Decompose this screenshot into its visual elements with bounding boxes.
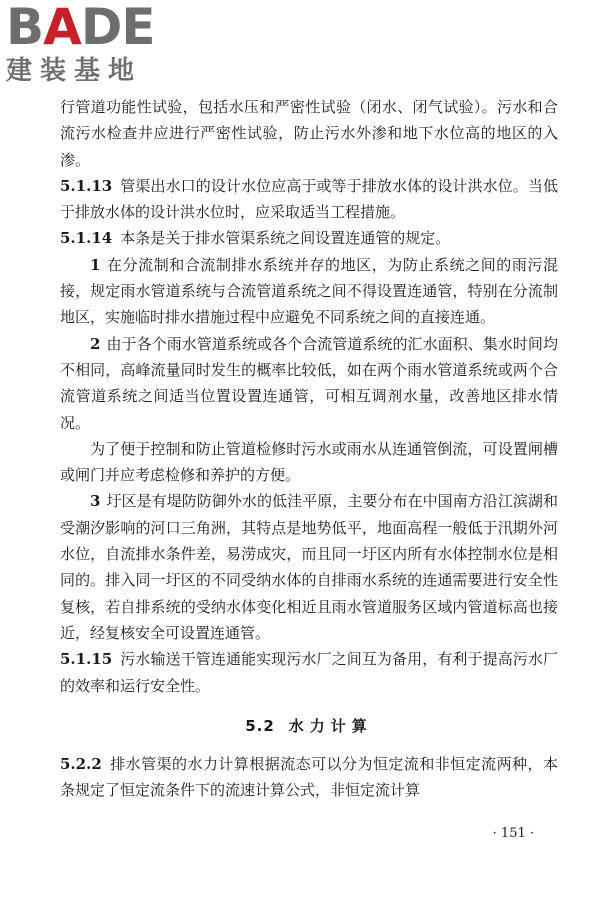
list-item-2-note xyxy=(60,436,558,489)
item-text: 在分流制和合流制排水系统并存的地区，为防止系统之间的雨污混接，规定雨水管道系统与合流管道系统之间不得设置连通管，特别在分流制地区，实施临时排水措施过程中应避免不同系统之间的直接连通。 xyxy=(60,255,558,327)
clause-number: 5.1.15 xyxy=(60,650,113,669)
clause-5-2-2 xyxy=(60,751,558,804)
item-text: 为了便于控制和防止管道检修时污水或雨水从连通管倒流，可设置闸槽或闸门并应考虑检修和养护的方便。 xyxy=(60,439,558,485)
logo-letter-b: B xyxy=(6,0,44,56)
item-number: 3 xyxy=(90,492,101,511)
clause-5-1-13 xyxy=(60,173,558,226)
item-number: 2 xyxy=(90,334,101,353)
clause-text: 污水输送干管连通能实现污水厂之间互为备用，有利于提高污水厂的效率和运行安全性。 xyxy=(60,650,558,695)
clause-text: 本条是关于排水管渠系统之间设置连通管的规定。 xyxy=(120,229,451,248)
clause-text: 管渠出水口的设计水位应高于或等于排放水体的设计洪水位。当低于排放水体的设计洪水位时，应采取适当工程措施。 xyxy=(60,176,558,222)
list-item-2 xyxy=(60,331,558,436)
page-body xyxy=(60,94,558,803)
section-number: 5.2 xyxy=(245,716,275,735)
clause-text: 排水管渠的水力计算根据流态可以分为恒定流和非恒定流两种，本条规定了恒定流条件下的流速计算公式，非恒定流计算 xyxy=(60,754,558,800)
clause-number: 5.1.14 xyxy=(60,229,113,248)
list-item-3 xyxy=(60,488,558,646)
logo-wordmark xyxy=(6,0,176,56)
list-item-1 xyxy=(60,252,558,331)
item-text: 由于各个雨水管道系统或各个合流管道系统的汇水面积、集水时间均不相同，高峰流量同时发生的概率比较低，如在两个雨水管道系统或两个合流管道系统之间适当位置设置连通管，可相互调剂水量，改善地区排水情况。 xyxy=(60,334,558,432)
item-text: 圩区是有堤防防御外水的低洼平原，主要分布在中国南方沿江滨湖和受潮汐影响的河口三角洲，其特点是地势低平，地面高程一般低于汛期外河水位，自流排水条件差，易涝成灾，而且同一圩区内所有水体控制水位是相同的。排入同一圩区的不同受纳水体的自排雨水系统的连通需要进行安全性复核，若自排系统的受纳水体变化相近且雨水管道服务区域内管道标高也接近，经复核安全可设置连通管。 xyxy=(60,492,558,642)
paragraph-continued xyxy=(60,94,558,173)
logo-subtitle: 建装基地 xyxy=(6,56,143,86)
clause-number: 5.2.2 xyxy=(60,754,102,773)
clause-number: 5.1.13 xyxy=(60,176,113,195)
logo-letter-a: A xyxy=(43,0,81,56)
bade-logo xyxy=(6,2,176,88)
item-number: 1 xyxy=(90,255,101,274)
clause-5-1-15 xyxy=(60,646,558,699)
page-number: · 151 · xyxy=(492,826,534,841)
paragraph-text: 行管道功能性试验，包括水压和严密性试验（闭水、闭气试验）。污水和合流污水检查井应进行严密性试验，防止污水外渗和地下水位高的地区的入渗。 xyxy=(60,98,558,169)
clause-5-1-14 xyxy=(60,225,558,251)
section-heading xyxy=(60,713,558,739)
logo-letters-de: DE xyxy=(80,0,155,56)
section-title: 水力计算 xyxy=(288,716,373,735)
